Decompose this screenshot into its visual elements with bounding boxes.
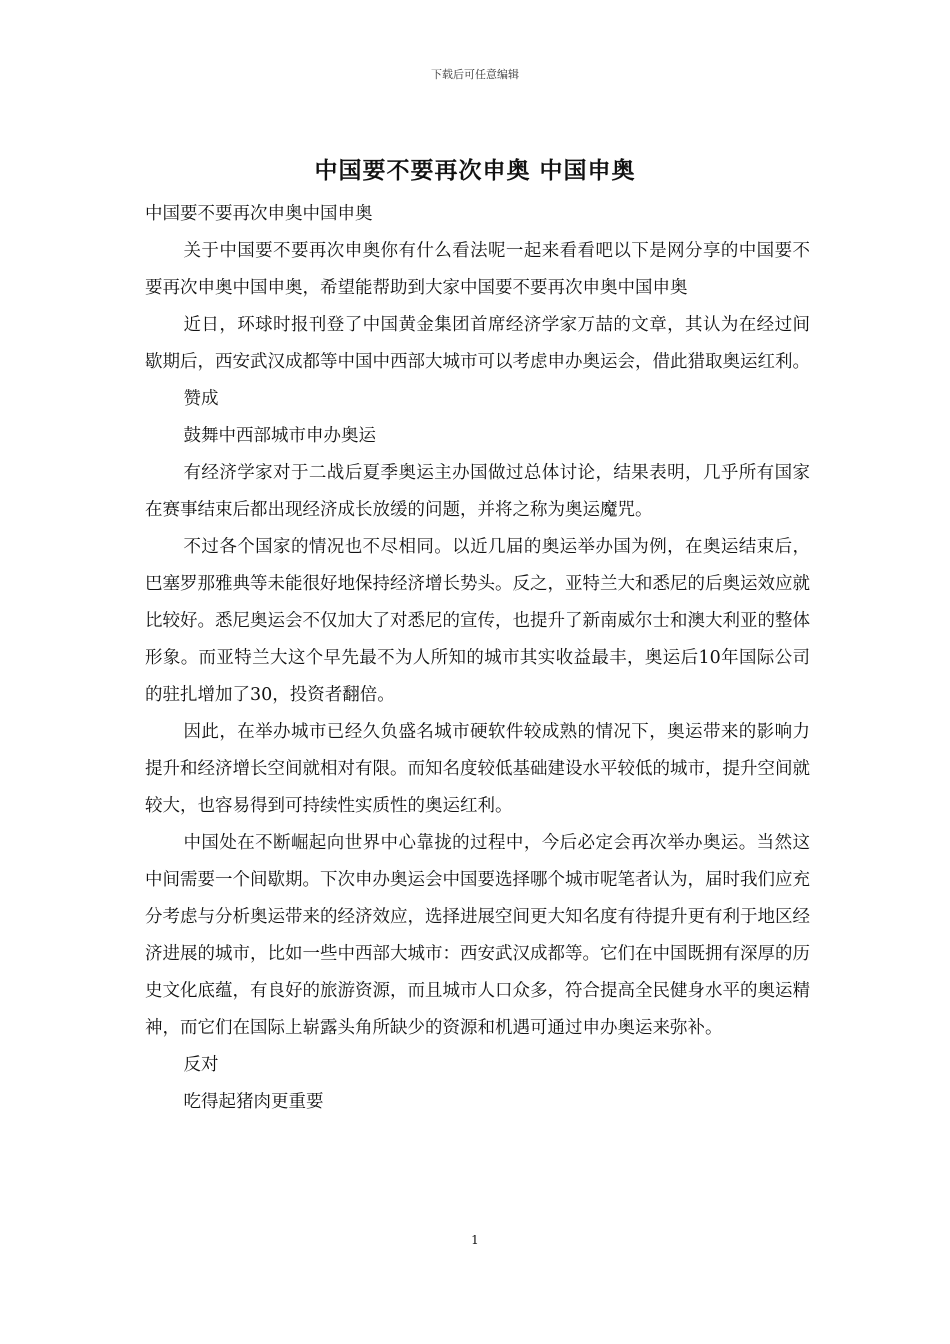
page-number: 1: [471, 1233, 479, 1247]
paragraph: 关于中国要不要再次申奥你有什么看法呢一起来看看吧以下是网分享的中国要不要再次申奥中国申奥，希望能帮助到大家中国要不要再次申奥中国申奥: [145, 241, 810, 298]
paragraph: 不过各个国家的情况也不尽相同。以近几届的奥运举办国为例，在奥运结束后，巴塞罗那雅典等未能很好地保持经济增长势头。反之，亚特兰大和悉尼的后奥运效应就比较好。悉尼奥运会不仅加大了对悉尼的宣传，也提升了新南威尔士和澳大利亚的整体形象。而亚特兰大这个早先最不为人所知的城市其实收益最丰，奥运后10年国际公司的驻扎增加了30，投资者翻倍。: [145, 537, 810, 705]
paragraph: 因此，在举办城市已经久负盛名城市硬软件较成熟的情况下，奥运带来的影响力提升和经济增长空间就相对有限。而知名度较低基础建设水平较低的城市，提升空间就较大，也容易得到可持续性实质性的奥运红利。: [145, 722, 810, 816]
section-subheading: 吃得起猪肉更重要: [183, 1092, 324, 1112]
header-note: 下载后可任意编辑: [431, 68, 519, 81]
section-subheading: 鼓舞中西部城市申办奥运: [183, 426, 376, 446]
paragraph: 有经济学家对于二战后夏季奥运主办国做过总体讨论，结果表明，几乎所有国家在赛事结束后都出现经济成长放缓的问题，并将之称为奥运魔咒。: [145, 463, 810, 520]
section-heading-oppose: 反对: [183, 1055, 219, 1075]
document-body: [145, 196, 810, 1121]
page-title: 中国要不要再次申奥 中国申奥: [314, 157, 636, 184]
paragraph: 中国处在不断崛起向世界中心靠拢的过程中，今后必定会再次举办奥运。当然这中间需要一个间歇期。下次申办奥运会中国要选择哪个城市呢笔者认为，届时我们应充分考虑与分析奥运带来的经济效应，选择进展空间更大知名度有待提升更有利于地区经济进展的城市，比如一些中西部大城市：西安武汉成都等。它们在中国既拥有深厚的历史文化底蕴，有良好的旅游资源，而且城市人口众多，符合提高全民健身水平的奥运精神，而它们在国际上崭露头角所缺少的资源和机遇可通过申办奥运来弥补。: [145, 833, 810, 1038]
paragraph-subtitle: 中国要不要再次申奥中国申奥: [145, 204, 373, 224]
section-heading-support: 赞成: [183, 389, 219, 409]
paragraph: 近日，环球时报刊登了中国黄金集团首席经济学家万喆的文章，其认为在经过间歇期后，西安武汉成都等中国中西部大城市可以考虑申办奥运会，借此猎取奥运红利。: [145, 315, 810, 372]
